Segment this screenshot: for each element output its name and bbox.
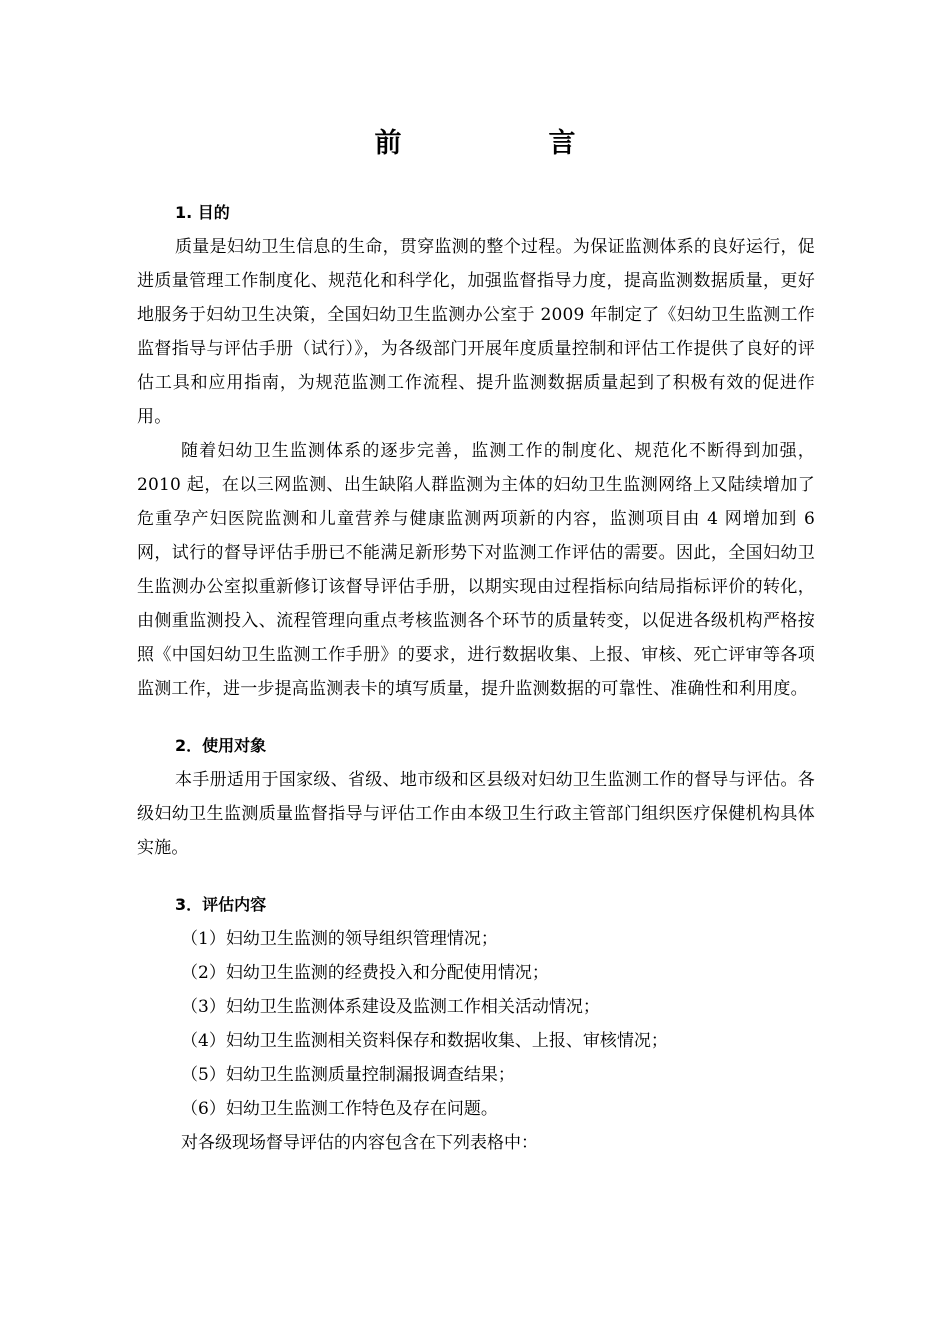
list-item: （2）妇幼卫生监测的经费投入和分配使用情况； — [181, 963, 549, 983]
section-heading-content: 3．评估内容 — [175, 895, 267, 914]
list-item: （1）妇幼卫生监测的领导组织管理情况； — [181, 929, 498, 949]
page-title: 前 言 — [374, 128, 636, 159]
list-item: （4）妇幼卫生监测相关资料保存和数据收集、上报、审核情况； — [181, 1031, 668, 1051]
section-heading-audience: 2．使用对象 — [175, 736, 267, 755]
purpose-paragraph-1: 质量是妇幼卫生信息的生命，贯穿监测的整个过程。为保证监测体系的良好运行，促进质量管理工作制度化、规范化和科学化，加强监督指导力度，提高监测数据质量，更好地服务于妇幼卫生决策，全国妇幼卫生监测办公室于 2009 年制定了《妇幼卫生监测工作监督指导与评估手册（试行）》，为各级部门开展年度质量控制和评估工作提供了良好的评估工具和应用指南，为规范监测工作流程、提升监测数据质量起到了积极有效的促进作用。 — [137, 237, 815, 427]
list-item: （3）妇幼卫生监测体系建设及监测工作相关活动情况； — [181, 997, 600, 1017]
audience-paragraph: 本手册适用于国家级、省级、地市级和区县级对妇幼卫生监测工作的督导与评估。各级妇幼卫生监测质量监督指导与评估工作由本级卫生行政主管部门组织医疗保健机构具体实施。 — [137, 770, 815, 858]
section-heading-purpose: 1. 目的 — [175, 203, 230, 222]
closing-sentence: 对各级现场督导评估的内容包含在下列表格中： — [181, 1133, 538, 1153]
document-body — [137, 196, 815, 1160]
list-item: （5）妇幼卫生监测质量控制漏报调查结果； — [181, 1065, 515, 1085]
section-purpose — [137, 196, 815, 706]
list-item: （6）妇幼卫生监测工作特色及存在问题。 — [181, 1099, 498, 1119]
section-audience — [137, 729, 815, 865]
section-content — [137, 888, 815, 1160]
purpose-paragraph-2: 随着妇幼卫生监测体系的逐步完善，监测工作的制度化、规范化不断得到加强，2010 起，在以三网监测、出生缺陷人群监测为主体的妇幼卫生监测网络上又陆续增加了危重孕产妇医院监测和儿童营养与健康监测两项新的内容，监测项目由 4 网增加到 6 网，试行的督导评估手册已不能满足新形势下对监测工作评估的需要。因此，全国妇幼卫生监测办公室拟重新修订该督导评估手册，以期实现由过程指标向结局指标评价的转化，由侧重监测投入、流程管理向重点考核监测各个环节的质量转变，以促进各级机构严格按照《中国妇幼卫生监测工作手册》的要求，进行数据收集、上报、审核、死亡评审等各项监测工作，进一步提高监测表卡的填写质量，提升监测数据的可靠性、准确性和利用度。 — [137, 441, 815, 699]
